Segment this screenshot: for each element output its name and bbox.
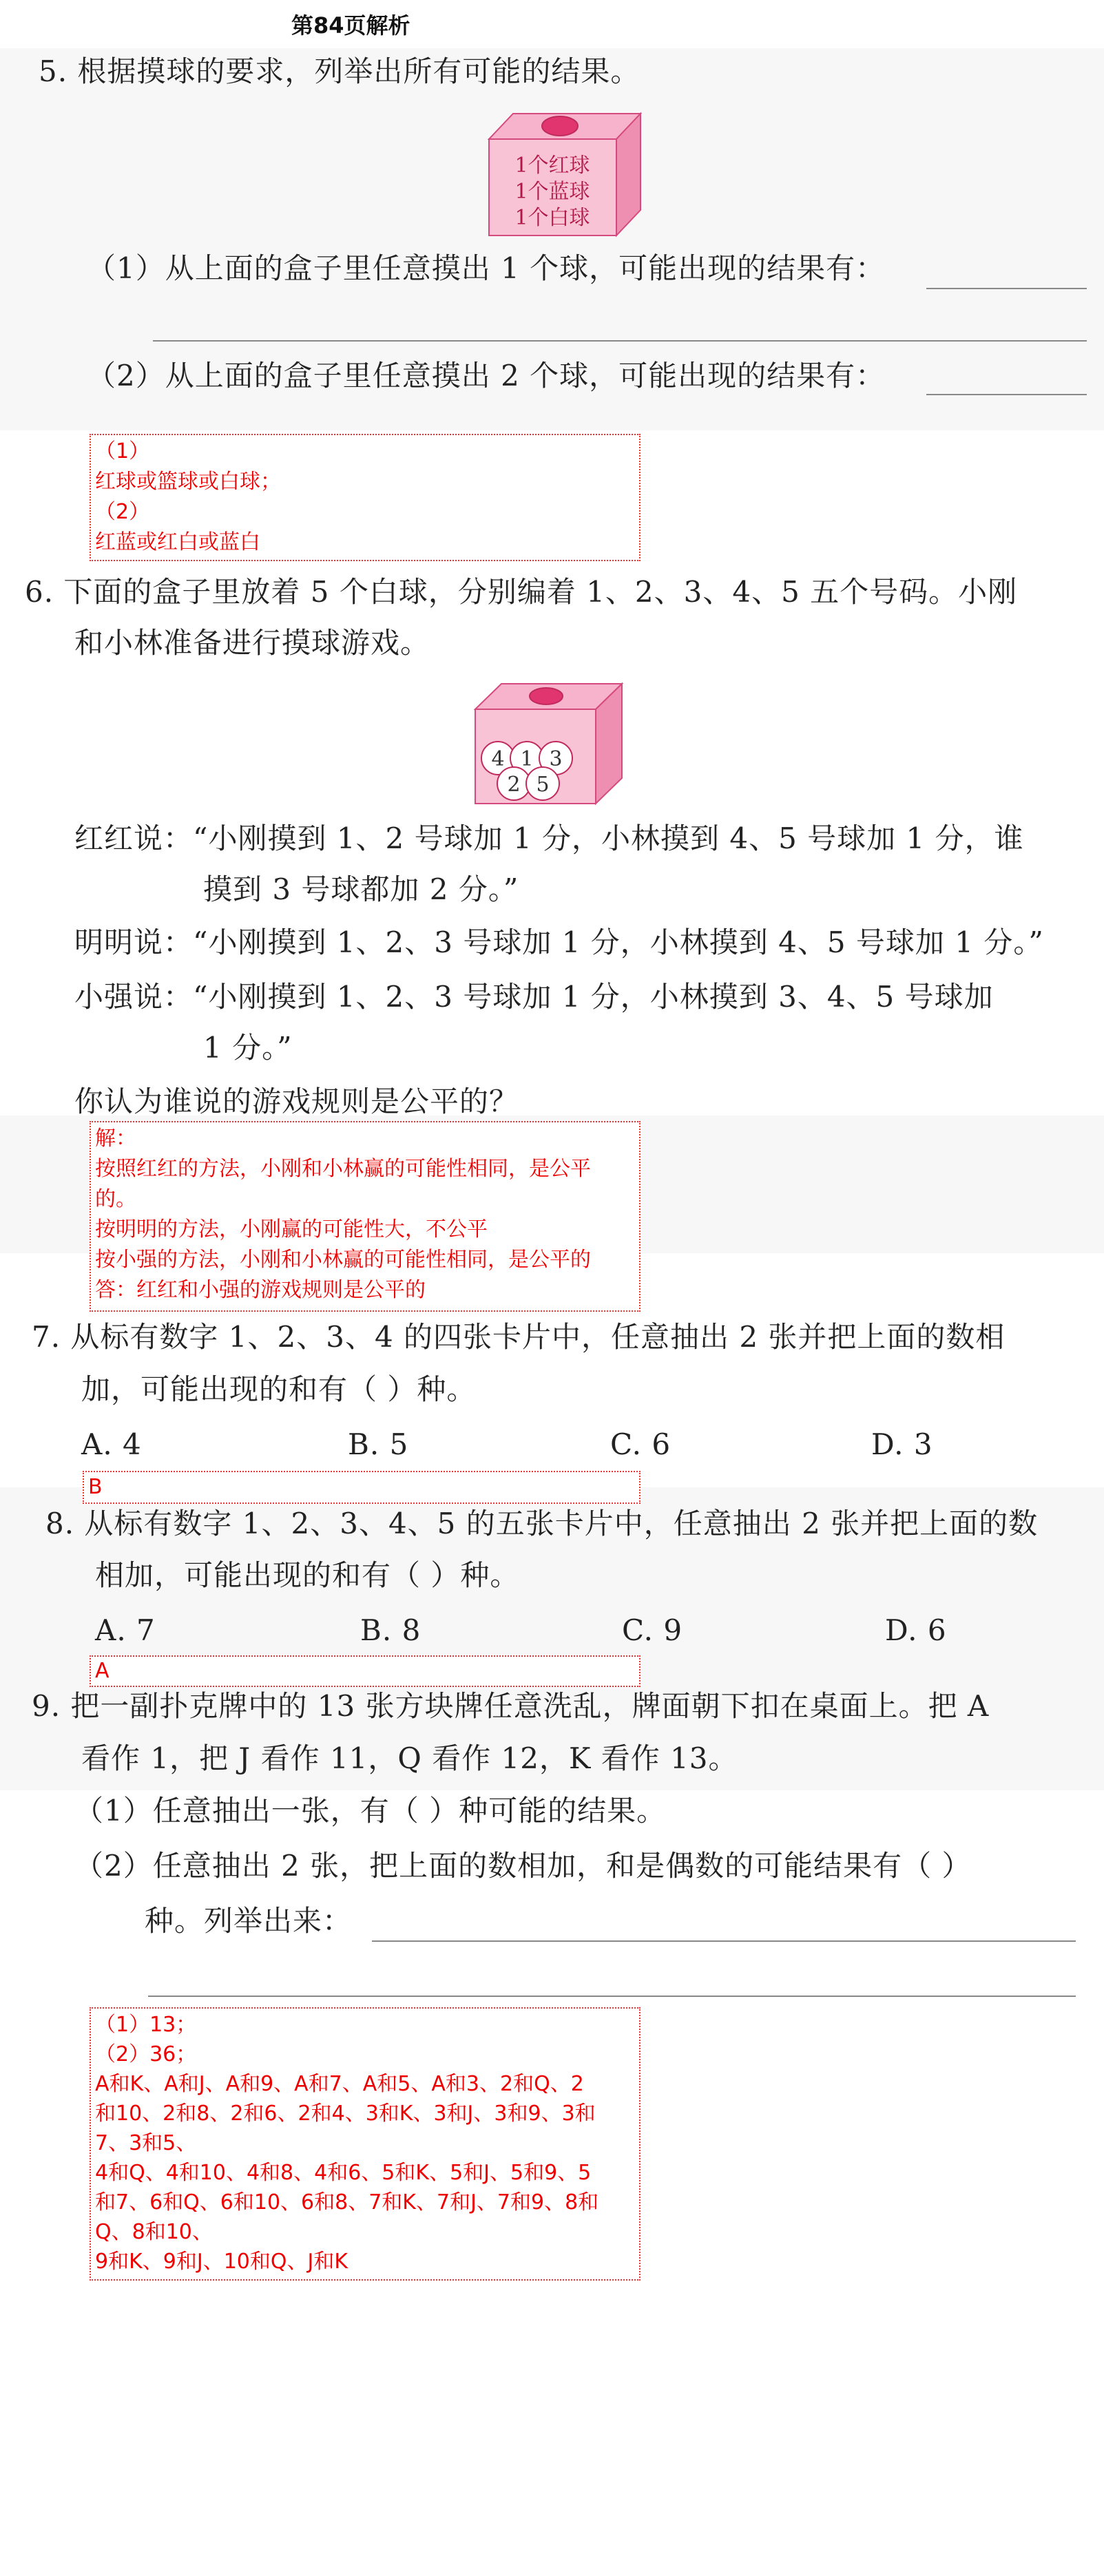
q6-answer-line-3: 的。 <box>95 1187 136 1211</box>
q9-answer-line-6: 4和Q、4和10、4和8、4和6、5和K、5和J、5和9、5 <box>95 2161 592 2185</box>
q8-option-a[interactable]: A. 7 <box>95 1613 156 1647</box>
q9-answer-line-3: A和K、A和J、A和9、A和7、A和5、A和3、2和Q、2 <box>95 2072 584 2096</box>
q9-part1: （1）任意抽出一张，有（ ）种可能的结果。 <box>74 1794 667 1828</box>
q9-list-blank-line-2[interactable] <box>148 1996 1076 1997</box>
q8-stem-line-2: 相加，可能出现的和有（ ）种。 <box>95 1558 520 1592</box>
q6-answer-line-1: 解： <box>95 1127 136 1151</box>
q9-part2-list-label: 种。列举出来： <box>145 1904 353 1938</box>
ball-2-label: 2 <box>507 773 521 797</box>
q9-answer-line-4: 和10、2和8、2和6、2和4、3和K、3和J、3和9、3和 <box>95 2102 596 2126</box>
q9-answer-line-9: 9和K、9和J、10和Q、J和K <box>95 2250 348 2274</box>
q6-answer-line-4: 按明明的方法，小刚赢的可能性大，不公平 <box>95 1217 488 1242</box>
q9-part2: （2）任意抽出 2 张，把上面的数相加，和是偶数的可能结果有（ ） <box>74 1849 972 1883</box>
q6-xiaoqiang-line-2: 1 分。” <box>203 1031 293 1065</box>
q6-answer-line-2: 按照红红的方法，小刚和小林赢的可能性相同，是公平 <box>95 1157 591 1181</box>
q6-answer-box <box>90 1121 640 1312</box>
box-hole-icon <box>542 116 578 136</box>
q8-option-b[interactable]: B. 8 <box>360 1613 421 1647</box>
q5-answer-line-4: 红蓝或红白或蓝白 <box>95 530 260 554</box>
ball-3-label: 3 <box>549 747 563 771</box>
q6-box-illustration <box>472 678 627 809</box>
q5-part2: （2）从上面的盒子里任意摸出 2 个球，可能出现的结果有： <box>87 359 886 392</box>
q9-answer-line-5: 7、3和5、 <box>95 2131 197 2155</box>
q7-answer: B <box>88 1475 103 1499</box>
box-line-2: 1个蓝球 <box>514 180 590 204</box>
q6-question: 你认为谁说的游戏规则是公平的？ <box>74 1085 519 1118</box>
q6-honghong-line-2: 摸到 3 号球都加 2 分。” <box>203 872 519 906</box>
q6-xiaoqiang-line-1: 小强说：“小刚摸到 1、2、3 号球加 1 分，小林摸到 3、4、5 号球加 <box>74 980 994 1014</box>
q8-option-d[interactable]: D. 6 <box>885 1613 947 1647</box>
q9-stem-line-2: 看作 1，把 J 看作 11，Q 看作 12，K 看作 13。 <box>81 1741 738 1775</box>
box-line-1: 1个红球 <box>514 154 590 178</box>
q6-stem-line-2: 和小林准备进行摸球游戏。 <box>74 626 430 660</box>
q8-option-c[interactable]: C. 9 <box>622 1613 683 1647</box>
q6-honghong-line-1: 红红说：“小刚摸到 1、2 号球加 1 分，小林摸到 4、5 号球加 1 分，谁 <box>74 821 1024 855</box>
q7-option-b[interactable]: B. 5 <box>348 1427 409 1461</box>
q6-answer-line-5: 按小强的方法，小刚和小林赢的可能性相同，是公平的 <box>95 1248 591 1272</box>
q8-stem-line-1: 8. 从标有数字 1、2、3、4、5 的五张卡片中，任意抽出 2 张并把上面的数 <box>45 1507 1039 1540</box>
q9-answer-line-7: 和7、6和Q、6和10、6和8、7和K、7和J、7和9、8和 <box>95 2190 599 2214</box>
q9-stem-line-1: 9. 把一副扑克牌中的 13 张方块牌任意洗乱，牌面朝下扣在桌面上。把 A <box>32 1689 990 1723</box>
q6-mingming: 明明说：“小刚摸到 1、2、3 号球加 1 分，小林摸到 4、5 号球加 1 分。” <box>74 925 1044 959</box>
page-header: 第84页解析 <box>291 12 410 39</box>
ball-5-label: 5 <box>536 773 550 797</box>
q5-part2-blank[interactable] <box>926 394 1087 395</box>
q7-option-a[interactable]: A. 4 <box>81 1427 142 1461</box>
q6-answer-line-6: 答：红红和小强的游戏规则是公平的 <box>95 1278 426 1302</box>
q5-box-illustration <box>482 103 647 241</box>
q7-answer-box <box>83 1471 640 1504</box>
q9-answer-line-8: Q、8和10、 <box>95 2220 213 2244</box>
q7-stem-line-2: 加，可能出现的和有（ ）种。 <box>81 1372 477 1406</box>
q5-answer-line-3: （2） <box>95 500 150 524</box>
q5-part1: （1）从上面的盒子里任意摸出 1 个球，可能出现的结果有： <box>87 251 886 285</box>
q7-option-d[interactable]: D. 3 <box>871 1427 933 1461</box>
q5-answer-line-1: （1） <box>95 439 150 463</box>
q5-part1-blank-line2[interactable] <box>153 340 1087 342</box>
box-hole-icon <box>530 688 563 704</box>
q9-answer-line-2: （2）36； <box>95 2042 197 2066</box>
q7-option-c[interactable]: C. 6 <box>610 1427 671 1461</box>
q8-answer-box <box>90 1655 640 1687</box>
q8-answer: A <box>95 1659 110 1683</box>
q5-answer-box <box>90 434 640 561</box>
ball-1-label: 1 <box>520 747 534 771</box>
q7-stem-line-1: 7. 从标有数字 1、2、3、4 的四张卡片中，任意抽出 2 张并把上面的数相 <box>32 1320 1006 1354</box>
q9-answer-box <box>90 2007 640 2281</box>
ball-4-label: 4 <box>491 747 505 771</box>
q9-list-blank-line-1[interactable] <box>372 1940 1076 1942</box>
q6-stem-line-1: 6. 下面的盒子里放着 5 个白球，分别编着 1、2、3、4、5 五个号码。小刚 <box>25 575 1018 609</box>
q5-part1-blank[interactable] <box>926 288 1087 289</box>
q9-answer-line-1: （1）13； <box>95 2013 197 2037</box>
q5-stem: 5. 根据摸球的要求，列举出所有可能的结果。 <box>39 54 640 88</box>
box-line-3: 1个白球 <box>514 206 590 230</box>
q5-answer-line-2: 红球或篮球或白球； <box>95 470 281 494</box>
